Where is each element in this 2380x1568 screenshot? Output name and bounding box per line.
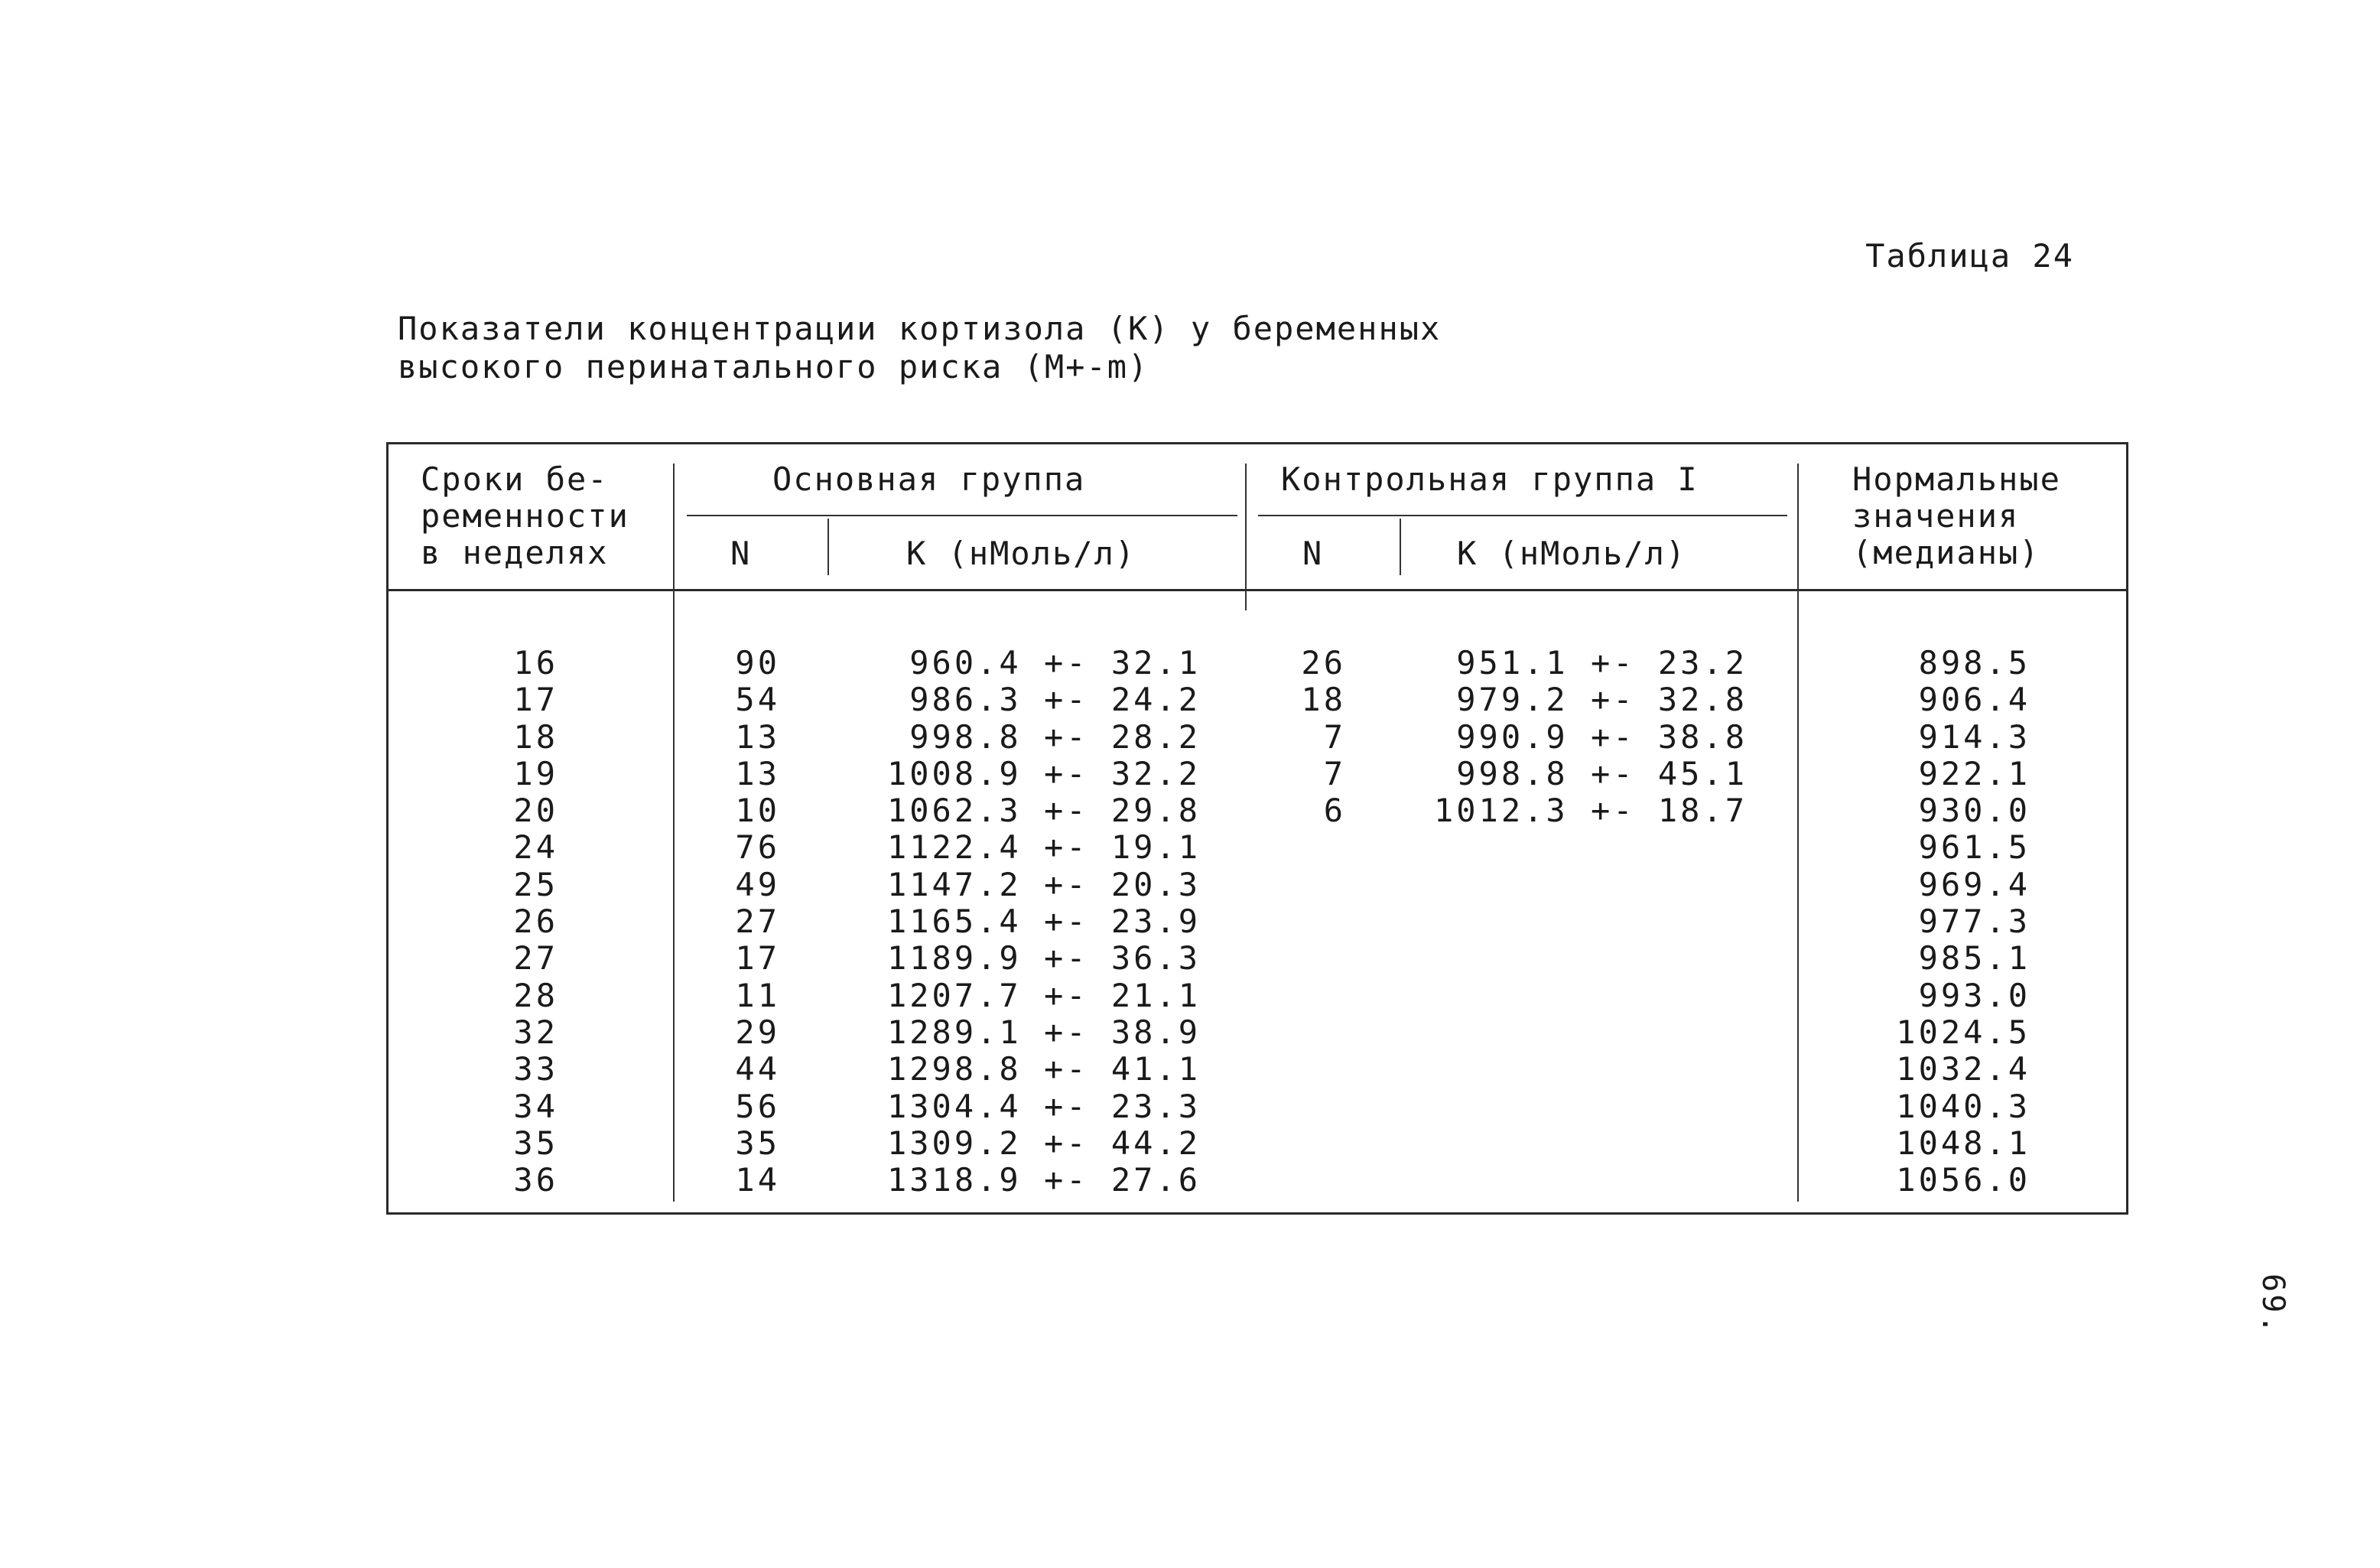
cell-main-n: 13 [735, 754, 780, 792]
col-sep-weeks [673, 464, 675, 1202]
cell-control-n [1270, 867, 1346, 903]
cell-main-k: 1298.8 +- 41.1 [886, 1050, 1201, 1088]
cell-main-k: 1189.9 +- 36.3 [886, 939, 1201, 978]
cell-control-n [1270, 940, 1346, 977]
col-sep-main [1245, 464, 1247, 610]
cell-control-n [1270, 1125, 1346, 1162]
header-divider [386, 589, 2128, 591]
column-control-n [1270, 645, 1346, 1199]
cell-week: 25 [513, 865, 558, 903]
cell-control-k [1361, 1162, 1748, 1199]
cell-control-k [1361, 829, 1748, 866]
cell-week: 34 [513, 1087, 558, 1125]
header-normal-line-1: Нормальные [1852, 460, 2061, 498]
cell-week: 18 [513, 717, 558, 756]
cell-main-k: 1304.4 +- 23.3 [886, 1087, 1201, 1125]
header-control-n: N [1302, 535, 1324, 572]
caption-line-2: высокого перинатального риска (М+-m) [398, 348, 1149, 385]
cell-control-k [1361, 940, 1748, 977]
cell-main-k: 1122.4 +- 19.1 [886, 828, 1201, 867]
cell-normal: 922.1 [1918, 754, 2030, 792]
cell-control-n [1270, 829, 1346, 866]
col-sep-control [1797, 464, 1799, 1202]
header-main-group: Основная группа [772, 460, 1086, 498]
cell-control-k: 1012.3 +- 18.7 [1433, 792, 1748, 830]
cell-control-k: 990.9 +- 38.8 [1456, 717, 1748, 756]
cell-control-n: 6 [1323, 792, 1346, 830]
cell-normal: 898.5 [1918, 644, 2030, 682]
cell-main-k: 1165.4 +- 23.9 [886, 903, 1201, 941]
cell-main-n: 11 [735, 976, 780, 1014]
cell-normal: 969.4 [1918, 865, 2030, 903]
cell-week: 16 [513, 644, 558, 682]
cell-main-k: 986.3 +- 24.2 [909, 681, 1201, 719]
cell-normal: 1032.4 [1896, 1050, 2030, 1088]
cell-control-k [1361, 867, 1748, 903]
header-weeks-line-1: Сроки бе- [421, 460, 609, 498]
cell-main-n: 29 [735, 1013, 780, 1051]
cell-normal: 977.3 [1918, 903, 2030, 941]
cell-week: 36 [513, 1161, 558, 1199]
cell-normal: 1024.5 [1896, 1013, 2030, 1051]
cell-normal: 1040.3 [1896, 1087, 2030, 1125]
cell-control-k [1361, 1014, 1748, 1051]
cell-main-k: 1318.9 +- 27.6 [886, 1161, 1201, 1199]
cell-main-n: 17 [735, 939, 780, 978]
column-normal [1820, 645, 2030, 1199]
cell-main-k: 1289.1 +- 38.9 [886, 1013, 1201, 1051]
header-weeks-line-2: ременности [421, 497, 629, 535]
cell-main-n: 13 [735, 717, 780, 756]
table-caption [398, 310, 1698, 386]
table-number-label: Таблица 24 [1865, 237, 2074, 275]
cell-normal: 993.0 [1918, 976, 2030, 1014]
cell-control-n [1270, 1051, 1346, 1088]
cell-control-n: 26 [1301, 644, 1346, 682]
cell-week: 28 [513, 976, 558, 1014]
header-normal [1852, 461, 2061, 571]
header-weeks [421, 461, 629, 571]
col-sep-control-n [1400, 519, 1401, 575]
cell-normal: 1056.0 [1896, 1161, 2030, 1199]
cell-week: 24 [513, 828, 558, 867]
cell-control-n: 7 [1323, 717, 1346, 756]
cell-normal: 961.5 [1918, 828, 2030, 867]
cell-week: 27 [513, 939, 558, 978]
cell-week: 19 [513, 754, 558, 792]
control-group-underline [1258, 515, 1787, 516]
cell-week: 20 [513, 792, 558, 830]
cell-main-k: 998.8 +- 28.2 [909, 717, 1201, 756]
column-main-n [704, 645, 780, 1199]
cell-week: 35 [513, 1124, 558, 1162]
cell-main-k: 1207.7 +- 21.1 [886, 976, 1201, 1014]
cell-normal: 930.0 [1918, 792, 2030, 830]
cell-week: 32 [513, 1013, 558, 1051]
cell-control-k: 951.1 +- 23.2 [1456, 644, 1748, 682]
cell-main-n: 14 [735, 1161, 780, 1199]
header-normal-line-3: (медианы) [1852, 534, 2040, 571]
cell-control-n [1270, 978, 1346, 1014]
column-main-k [826, 645, 1201, 1199]
cell-control-n [1270, 1088, 1346, 1125]
cell-control-n [1270, 903, 1346, 940]
cell-control-k: 998.8 +- 45.1 [1456, 754, 1748, 792]
main-group-underline [687, 515, 1237, 516]
cell-control-k [1361, 1088, 1748, 1125]
header-main-k: К (нМоль/л) [906, 535, 1136, 572]
cell-main-k: 1062.3 +- 29.8 [886, 792, 1201, 830]
cell-main-n: 56 [735, 1087, 780, 1125]
cell-control-n [1270, 1162, 1346, 1199]
cell-control-n [1270, 1014, 1346, 1051]
cell-control-n: 18 [1301, 681, 1346, 719]
cell-week: 17 [513, 681, 558, 719]
cell-control-k: 979.2 +- 32.8 [1456, 681, 1748, 719]
header-normal-line-2: значения [1852, 497, 2020, 535]
cell-normal: 906.4 [1918, 681, 2030, 719]
column-control-k [1361, 645, 1748, 1199]
page-number: 69. [2255, 1274, 2291, 1336]
cell-normal: 914.3 [1918, 717, 2030, 756]
cell-control-k [1361, 1051, 1748, 1088]
cell-main-n: 27 [735, 903, 780, 941]
cell-main-k: 960.4 +- 32.1 [909, 644, 1201, 682]
column-weeks [459, 645, 558, 1199]
cell-week: 26 [513, 903, 558, 941]
header-weeks-line-3: в неделях [421, 534, 609, 571]
cell-main-k: 1147.2 +- 20.3 [886, 865, 1201, 903]
cell-main-n: 90 [735, 644, 780, 682]
header-main-n: N [730, 535, 752, 572]
cell-control-k [1361, 903, 1748, 940]
cell-main-n: 35 [735, 1124, 780, 1162]
cell-control-k [1361, 978, 1748, 1014]
header-control-group: Контрольная группа I [1281, 460, 1699, 498]
col-sep-main-n [827, 519, 829, 575]
cell-main-n: 44 [735, 1050, 780, 1088]
caption-line-1: Показатели концентрации кортизола (К) у беременных [398, 310, 1442, 347]
cell-main-n: 10 [735, 792, 780, 830]
cell-normal: 1048.1 [1896, 1124, 2030, 1162]
cell-control-k [1361, 1125, 1748, 1162]
cell-normal: 985.1 [1918, 939, 2030, 978]
cell-main-n: 54 [735, 681, 780, 719]
cell-week: 33 [513, 1050, 558, 1088]
cell-main-k: 1309.2 +- 44.2 [886, 1124, 1201, 1162]
cell-control-n: 7 [1323, 754, 1346, 792]
cell-main-n: 76 [735, 828, 780, 867]
cell-main-n: 49 [735, 865, 780, 903]
cell-main-k: 1008.9 +- 32.2 [886, 754, 1201, 792]
header-control-k: К (нМоль/л) [1457, 535, 1687, 572]
